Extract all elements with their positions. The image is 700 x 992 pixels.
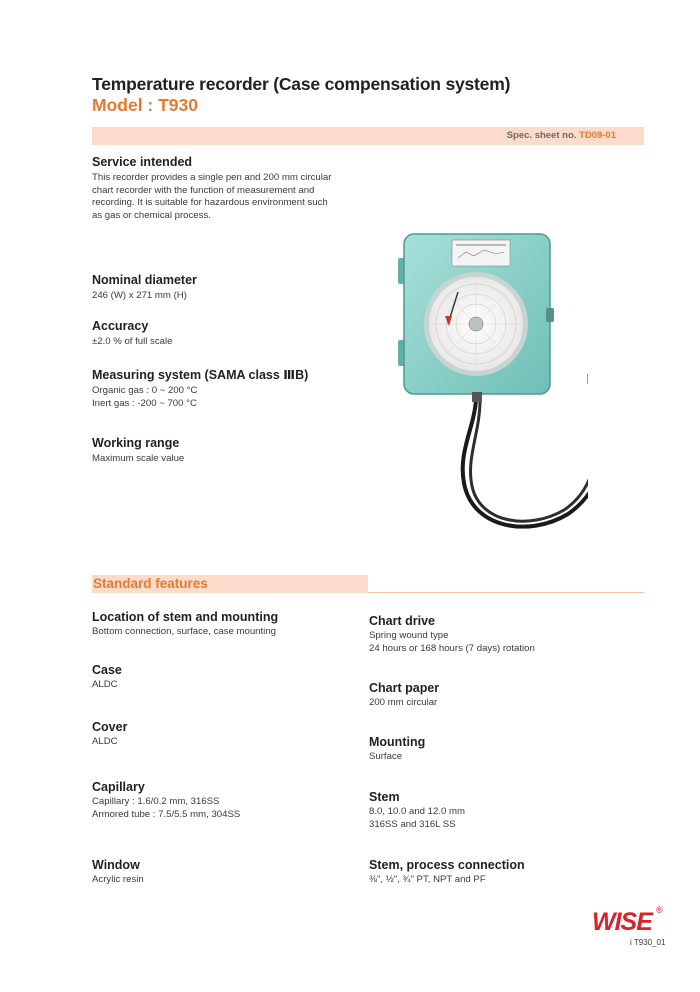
feature-text: ALDC	[92, 679, 118, 690]
registered-mark: ®	[656, 905, 663, 915]
feature-heading: Cover	[92, 720, 128, 734]
section-text: Inert gas : -200 ~ 700 °C	[92, 397, 197, 409]
feature-heading: Location of stem and mounting	[92, 610, 279, 624]
page-code: i T930_01	[630, 938, 666, 947]
page-title: Temperature recorder (Case compensation system)	[92, 74, 511, 94]
section-measuring-system	[92, 367, 308, 410]
feature-capillary	[92, 780, 240, 821]
section-nominal-diameter	[92, 273, 197, 303]
spec-sheet-label: Spec. sheet no. TD09-01	[506, 130, 616, 141]
section-heading: Working range	[92, 436, 180, 450]
temperature-recorder-photo	[388, 228, 588, 558]
section-heading: Nominal diameter	[92, 273, 197, 287]
feature-stem-process-connection	[369, 858, 525, 887]
feature-case	[92, 663, 122, 692]
section-text: 246 (W) x 271 mm (H)	[92, 290, 187, 301]
feature-chart-paper	[369, 681, 439, 710]
feature-heading: Chart paper	[369, 681, 440, 695]
wise-logo: WISE	[592, 908, 652, 936]
feature-text: Spring wound type	[369, 630, 449, 641]
feature-text: Acrylic resin	[92, 874, 144, 885]
divider	[368, 592, 644, 593]
section-text: Maximum scale value	[92, 453, 185, 464]
section-text: Organic gas : 0 ~ 200 °C	[92, 385, 198, 396]
feature-text: Capillary : 1.6/0.2 mm, 316SS	[92, 796, 220, 807]
section-heading: Accuracy	[92, 319, 149, 333]
feature-mounting	[369, 735, 425, 764]
section-text: ±2.0 % of full scale	[92, 336, 173, 347]
section-heading: Service intended	[92, 155, 193, 169]
spec-sheet-number: TD09-01	[579, 130, 616, 141]
feature-location-of-stem	[92, 610, 278, 639]
feature-heading: Window	[92, 858, 140, 872]
feature-text: 24 hours or 168 hours (7 days) rotation	[369, 642, 535, 654]
section-accuracy	[92, 319, 172, 349]
feature-stem	[369, 790, 465, 831]
standard-features-band	[92, 575, 368, 593]
feature-text: ALDC	[92, 736, 118, 747]
section-text: recording. It is suitable for hazardous environment such	[92, 197, 328, 209]
standard-features-title: Standard features	[93, 576, 208, 591]
feature-text: 200 mm circular	[369, 697, 438, 708]
section-text: This recorder provides a single pen and 200 mm circular	[92, 172, 332, 183]
feature-text: Armored tube : 7.5/5.5 mm, 304SS	[92, 808, 241, 820]
feature-heading: Mounting	[369, 735, 426, 749]
section-text: as gas or chemical process.	[92, 209, 211, 221]
feature-text: ⅜", ½", ¾" PT, NPT and PF	[369, 874, 486, 885]
feature-window	[92, 858, 144, 887]
feature-cover	[92, 720, 127, 749]
feature-heading: Stem, process connection	[369, 858, 525, 872]
feature-heading: Case	[92, 663, 122, 677]
feature-text: Surface	[369, 751, 403, 762]
feature-text: 8.0, 10.0 and 12.0 mm	[369, 806, 465, 817]
feature-heading: Capillary	[92, 780, 145, 794]
section-working-range	[92, 436, 184, 466]
feature-text: Bottom connection, surface, case mounting	[92, 626, 276, 637]
feature-text: 316SS and 316L SS	[369, 818, 456, 830]
feature-heading: Chart drive	[369, 614, 435, 628]
section-heading: Measuring system (SAMA class ⅢB)	[92, 368, 309, 382]
feature-heading: Stem	[369, 790, 400, 804]
feature-chart-drive	[369, 614, 535, 655]
section-text: chart recorder with the function of measurement and	[92, 184, 315, 196]
spec-sheet-band	[92, 127, 644, 145]
model-name: Model : T930	[92, 95, 198, 115]
section-service-intended	[92, 155, 377, 222]
